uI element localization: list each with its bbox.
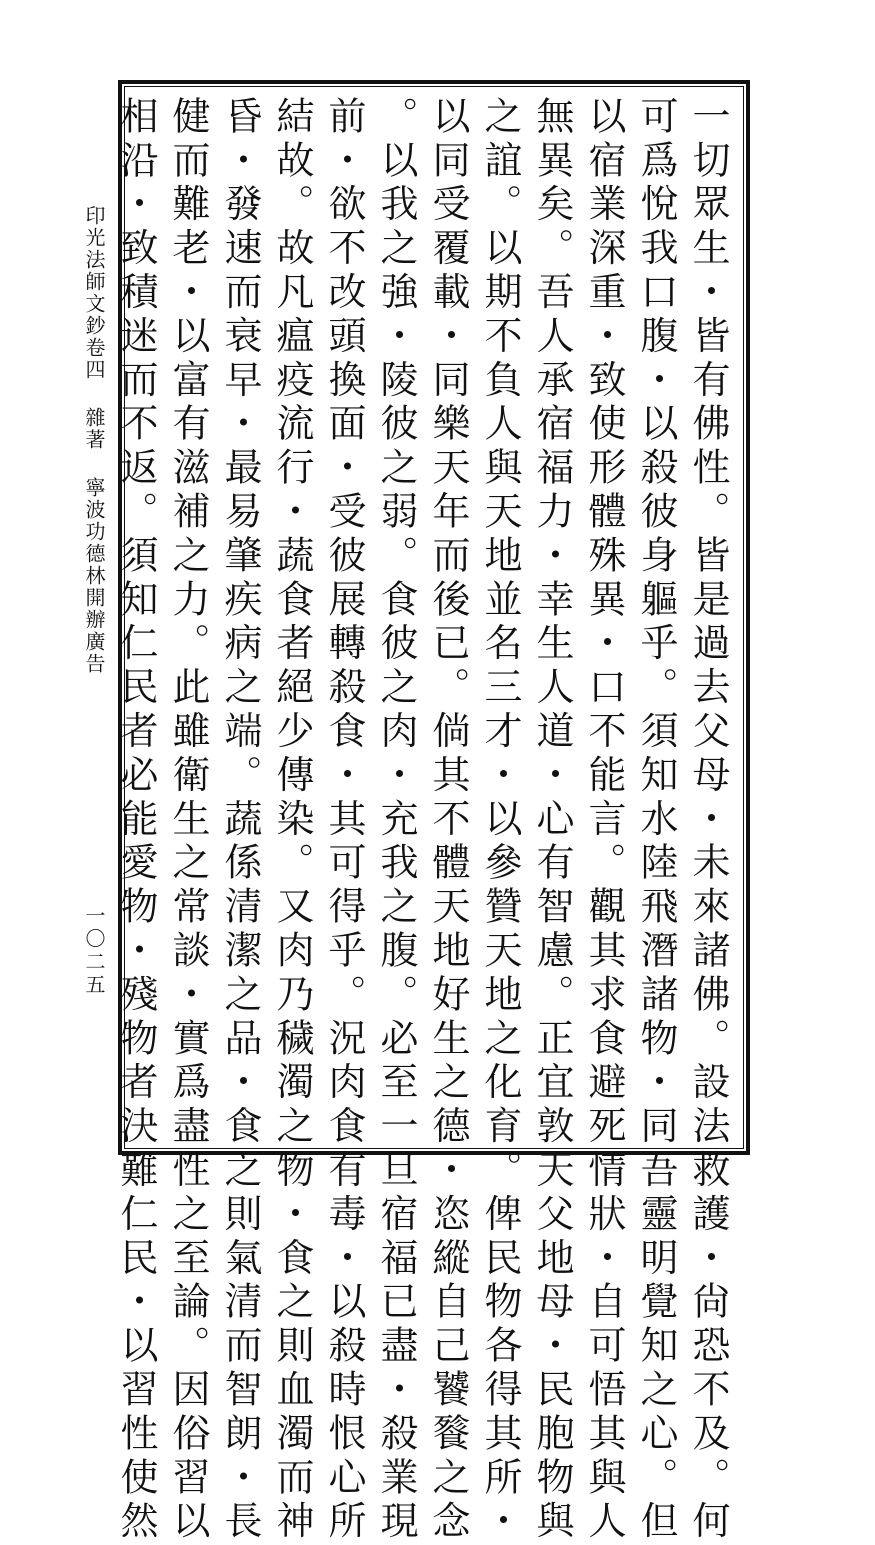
text-column-12: 相沿・致積迷而不返。須知仁民者必能愛物・殘物者決難仁民・以習性使然 [114,96,158,1545]
text-column-7: 。以我之強・陵彼之弱。食彼之肉・充我之腹。必至一旦宿福已盡・殺業現 [374,96,418,1545]
text-column-3: 以宿業深重・致使形體殊異・口不能言。觀其求食避死情狀・自可悟其與人 [582,96,626,1545]
text-column-11: 健而難老・以富有滋補之力。此雖衛生之常談・實爲盡性之至論。因俗習以 [166,96,210,1545]
section-title: 雜著 [82,407,106,451]
text-column-8: 前・欲不改頭換面・受彼展轉殺食・其可得乎。況肉食有毒・以殺時恨心所 [322,96,366,1545]
text-column-1: 一切眾生・皆有佛性。皆是過去父母・未來諸佛。設法救護・尙恐不及。何 [686,96,730,1545]
text-column-4: 無異矣。吾人承宿福力・幸生人道・心有智慮。正宜敦天父地母・民胞物與 [530,96,574,1545]
text-column-6: 以同受覆載・同樂天年而後已。倘其不體天地好生之德・恣縱自己饕餮之念 [426,96,470,1545]
page-number: 一〇二五 [82,905,106,997]
text-column-2: 可爲悅我口腹・以殺彼身軀乎。須知水陸飛潛諸物・同吾靈明覺知之心。但 [634,96,678,1545]
running-header [80,205,109,675]
article-title: 寧波功德林開辦廣告 [82,477,106,675]
text-column-5: 之誼。以期不負人與天地並名三才・以參贊天地之化育。俾民物各得其所・ [478,96,522,1545]
book-title: 印光法師文鈔卷四 [82,205,106,381]
text-column-9: 結故。故凡瘟疫流行・蔬食者絕少傳染。又肉乃穢濁之物・食之則血濁而神 [270,96,314,1545]
text-column-10: 昏・發速而衰早・最易肇疾病之端。蔬係清潔之品・食之則氣清而智朗・長 [218,96,262,1545]
main-text-block [114,96,740,1545]
